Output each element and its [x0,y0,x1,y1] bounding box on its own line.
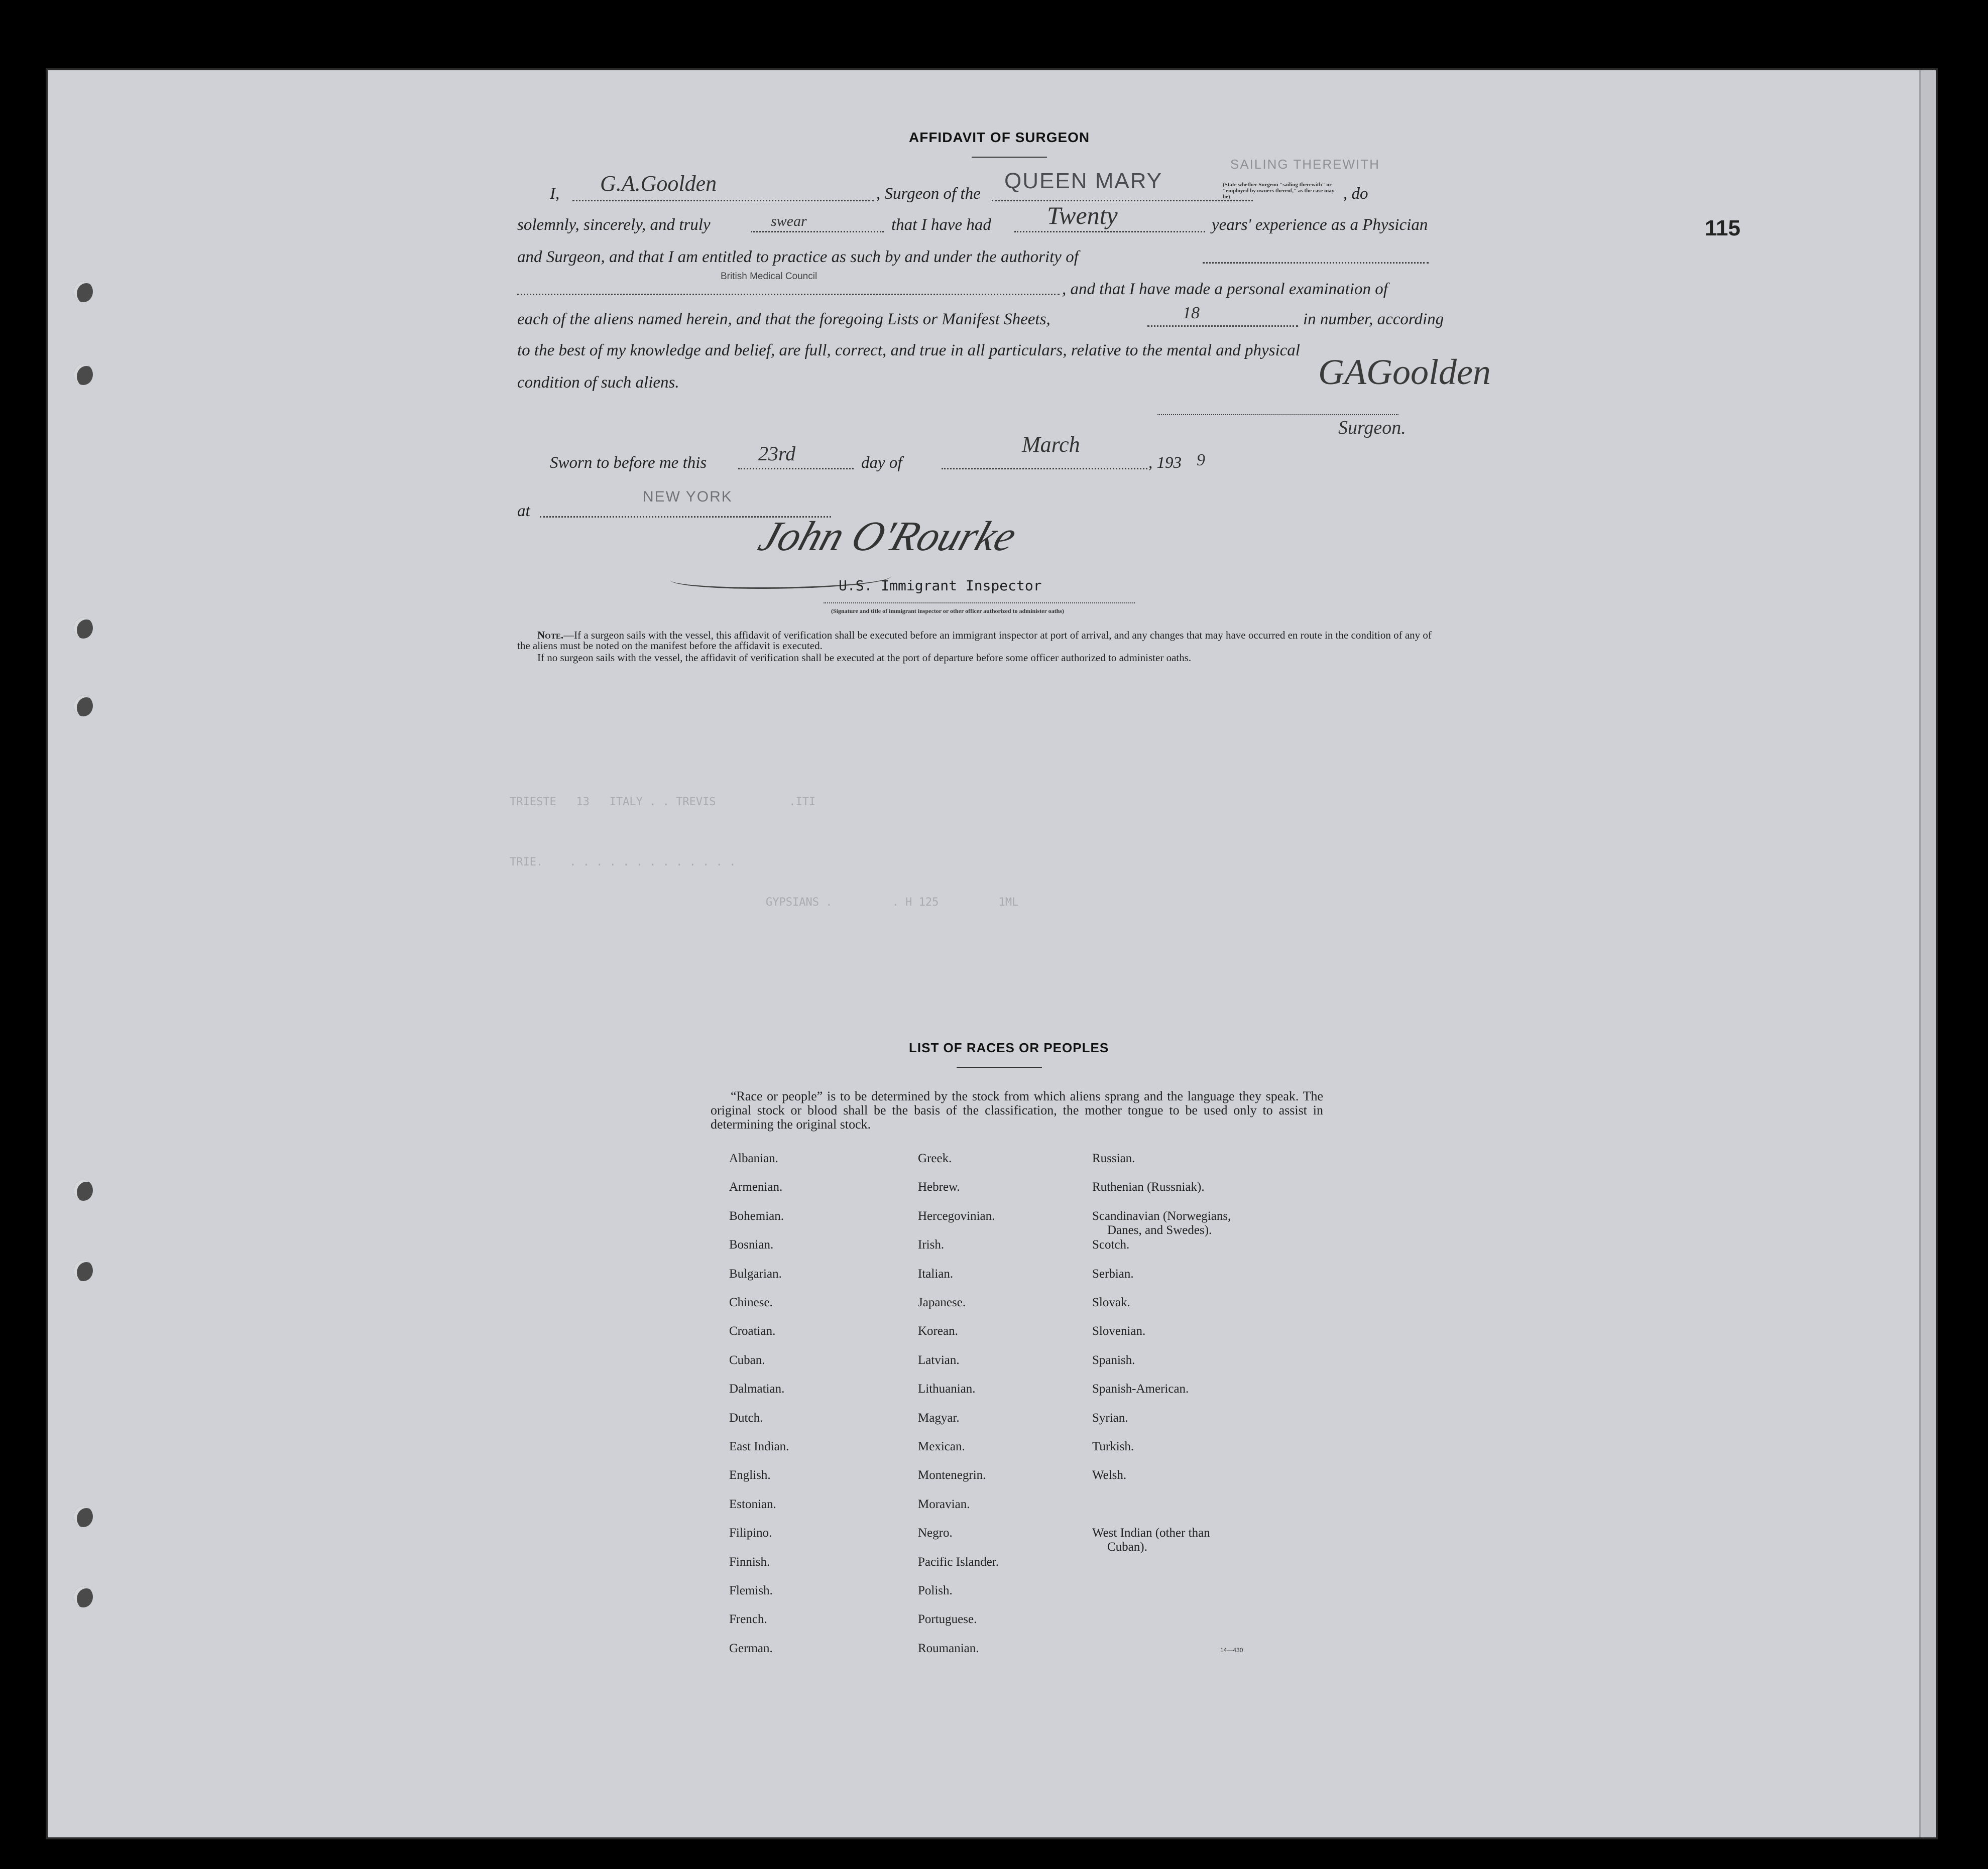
race-item: Hebrew. [918,1180,960,1194]
line1-mid: , Surgeon of the [876,185,981,203]
race-item: German. [729,1641,773,1655]
race-item: Montenegrin. [918,1468,986,1482]
race-item: Hercegovinian. [918,1209,995,1223]
line2-mid: that I have had [891,216,991,234]
note-label: Note. [537,629,564,641]
line5-prefix: each of the aliens named herein, and that the foregoing Lists or Manifest Sheets, [517,310,1050,328]
sworn-day-handwritten: 23rd [758,442,796,465]
race-item: Slovenian. [1092,1324,1146,1338]
affidavit-title: AFFIDAVIT OF SURGEON [909,130,1090,145]
race-item: English. [729,1468,771,1482]
race-item: Japanese. [918,1296,966,1309]
note-paragraph-2: If no surgeon sails with the vessel, the affidavit of verification shall be executed at the port of departure before some officer authorized to administer oaths. [537,652,1192,664]
inspector-caption: (Signature and title of immigrant inspector or other officer authorized to administer oaths) [831,607,1064,614]
line4-end: , and that I have made a personal examination of [1062,280,1388,298]
race-item: Turkish. [1092,1440,1134,1453]
line2-prefix: solemnly, sincerely, and truly [517,216,711,234]
inspector-title: U.S. Immigrant Inspector [839,577,1042,594]
surgeon-signature: GAGoolden [1318,352,1491,392]
inspector-signature: John O'Rourke [753,513,1022,560]
page-edge [1919,70,1936,1837]
race-item: Ruthenian (Russniak). [1092,1180,1205,1194]
race-item: Russian. [1092,1152,1135,1165]
bleed-through-text: TRIESTE 13 ITALY . . TREVIS .ITI [510,796,816,808]
race-item: Danes, and Swedes). [1107,1223,1212,1237]
line1-prefix: I, [550,185,560,203]
race-item: Latvian. [918,1353,960,1367]
page-number: 115 [1705,216,1740,240]
race-item: Syrian. [1092,1411,1128,1425]
sworn-year-digit: 9 [1197,451,1205,469]
race-item: Cuban. [729,1353,765,1367]
sworn-day-of: day of [861,454,902,472]
years-handwritten: Twenty [1047,201,1118,229]
binder-hole [74,1586,93,1607]
race-item: Armenian. [729,1180,783,1194]
document-page [48,70,1936,1837]
title-underline [972,157,1047,158]
race-item: Moravian. [918,1497,970,1511]
line2-end: years' experience as a Physician [1212,216,1428,234]
race-item: Italian. [918,1267,954,1281]
race-item: Magyar. [918,1411,960,1425]
binder-hole [74,617,93,639]
race-item: Albanian. [729,1152,778,1165]
sworn-prefix: Sworn to before me this [550,454,707,472]
sworn-month-handwritten: March [1022,432,1080,457]
note-paragraph-1: Note.—If a surgeon sails with the vessel, this affidavit of verification shall be executed before an immigrant inspector at port of arrival, and any changes that may have occurred en route in the condition of any of the aliens must be noted on the manifest before the affidavit is executed. [517,629,1432,652]
race-item: Negro. [918,1526,953,1540]
binder-hole [74,695,93,716]
race-item: Scandinavian (Norwegians, [1092,1209,1231,1223]
race-item: Korean. [918,1324,958,1338]
surgeon-title-handwritten: Surgeon. [1338,417,1406,438]
sheets-handwritten: 18 [1183,304,1200,322]
bleed-through-text: TRIE. . . . . . . . . . . . . . [510,856,736,868]
race-item: Dalmatian. [729,1382,785,1396]
race-item: Mexican. [918,1440,965,1453]
race-item: West Indian (other than [1092,1526,1210,1540]
race-item: Lithuanian. [918,1382,976,1396]
races-title: LIST OF RACES OR PEOPLES [909,1040,1109,1055]
race-item: Croatian. [729,1324,776,1338]
race-item: Filipino. [729,1526,772,1540]
race-item: Bulgarian. [729,1267,782,1281]
race-item: Bosnian. [729,1238,774,1252]
race-item: Welsh. [1092,1468,1127,1482]
sailing-stamp: SAILING THEREWITH [1230,157,1380,172]
authority-stamp: British Medical Council [721,271,817,282]
line5-end: in number, according [1303,310,1444,328]
race-item: Estonian. [729,1497,776,1511]
race-item: Cuban). [1107,1540,1147,1554]
race-item: Roumanian. [918,1641,979,1655]
race-item: Greek. [918,1152,952,1165]
race-item: Chinese. [729,1296,773,1309]
oath-handwritten: swear [771,213,807,229]
binder-hole [74,1260,93,1281]
line7: condition of such aliens. [517,373,679,392]
race-item: Portuguese. [918,1612,977,1627]
line6: to the best of my knowledge and belief, are full, correct, and true in all particulars, relative to the mental and physical [517,341,1300,359]
sworn-year-prefix: , 193 [1148,454,1182,472]
race-item: Spanish-American. [1092,1382,1189,1396]
race-item: Slovak. [1092,1296,1130,1309]
race-item: Polish. [918,1584,953,1597]
binder-hole [74,1506,93,1527]
sailing-note: (State whether Surgeon "sailing therewith" or "employed by owners thereof," as the case may be) [1223,182,1335,200]
race-item: Bohemian. [729,1209,784,1223]
binder-hole [74,1180,93,1201]
race-item: Serbian. [1092,1267,1134,1281]
form-number: 14—430 [1220,1647,1243,1654]
sworn-at: at [517,502,530,520]
race-item: Irish. [918,1238,945,1252]
races-intro: “Race or people” is to be determined by the stock from which aliens sprang and the language they speak. The original stock or blood shall be the basis of the classification, the mother tongue to be used only to assist in determining the original stock. [711,1089,1323,1132]
race-item: French. [729,1612,767,1627]
race-item: Dutch. [729,1411,763,1425]
race-item: Flemish. [729,1584,773,1597]
race-item: Pacific Islander. [918,1555,999,1569]
surgeon-name-handwritten: G.A.Goolden [600,171,717,196]
races-title-underline [957,1067,1042,1068]
binder-hole [74,281,93,302]
line3: and Surgeon, and that I am entitled to practice as such by and under the authority of [517,248,1079,266]
race-item: Scotch. [1092,1238,1130,1252]
line1-end: , do [1343,185,1368,203]
ship-name-stamp: QUEEN MARY [1004,169,1163,193]
race-item: East Indian. [729,1440,789,1453]
sworn-place-stamp: NEW YORK [643,488,733,505]
race-item: Spanish. [1092,1353,1135,1367]
binder-hole [74,364,93,385]
bleed-through-text: GYPSIANS . . H 125 1ML [766,896,1019,909]
race-item: Finnish. [729,1555,770,1569]
